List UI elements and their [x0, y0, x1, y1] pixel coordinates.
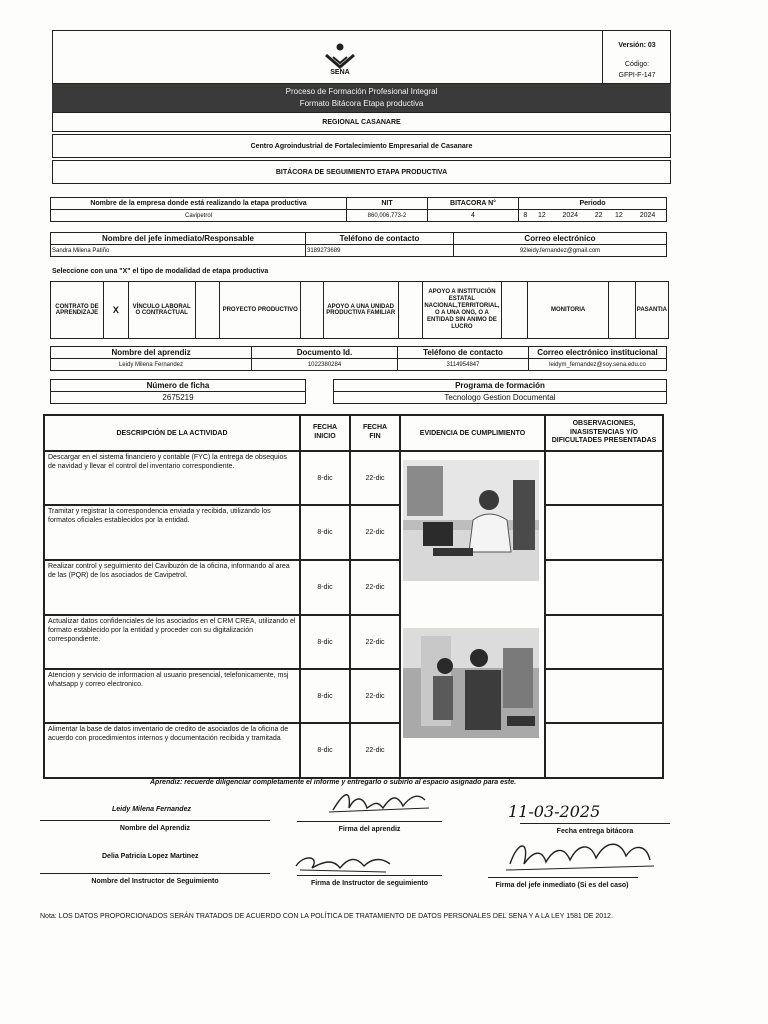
act-h-fin: FECHA FIN	[350, 415, 400, 451]
empresa-h-bitacora: BITACORA N°	[428, 198, 519, 210]
version: Versión: 03	[618, 41, 656, 49]
act-row-4-desc: Actualizar datos confidenciales de los asociados en el CRM CREA, utilizando el formato establecido por la entidad y proceder con su digitalización correspondiente.	[44, 615, 300, 669]
jefe-h-tel: Teléfono de contacto	[306, 233, 454, 245]
aprendiz-h-correo: Correo electrónico institucional	[529, 347, 667, 359]
modalidad-proyecto-mark[interactable]	[301, 282, 324, 339]
act-row-3-fin: 22-dic	[350, 560, 400, 615]
regional: REGIONAL CASANARE	[52, 112, 671, 132]
sena-logo	[315, 37, 365, 81]
periodo-3: 2024	[552, 210, 588, 222]
aprendiz-h-tel: Teléfono de contacto	[398, 347, 529, 359]
obs-row-5	[545, 669, 663, 723]
jefe-nombre: Sandra Milena Patiño	[51, 245, 306, 257]
empresa-h-nit: NIT	[347, 198, 428, 210]
evidence-photo-1	[403, 460, 539, 581]
act-h-evidencia: EVIDENCIA DE CUMPLIMIENTO	[400, 415, 545, 451]
label-instructor: Nombre del Instructor de Seguimiento	[91, 877, 219, 885]
obs-row-3	[545, 560, 663, 615]
empresa-h-periodo: Periodo	[519, 198, 667, 210]
signature-jefe	[500, 834, 660, 882]
modalidad-vinculo-mark[interactable]	[195, 282, 220, 339]
code: GFPI-F-147	[618, 71, 656, 79]
modalidad-unidad: APOYO A UNA UNIDAD PRODUCTIVA FAMILIAR	[323, 282, 398, 339]
modalidad-pasantia: PASANTIA	[635, 282, 668, 339]
ficha-h: Número de ficha	[51, 380, 306, 392]
nota: Nota: LOS DATOS PROPORCIONADOS SERÁN TRATADOS DE ACUERDO CON LA POLÍTICA DE TRATAMIENTO DE DATOS PERSONALES DEL SENA Y A LA LEY 1581 DE 2012.	[40, 913, 613, 920]
jefe-table	[50, 232, 667, 257]
reminder: Aprendiz: recuerde diligenciar completamente el informe y entregarlo o subirlo al espacio asignado para este.	[150, 779, 517, 786]
modalidad-institucion: APOYO A INSTITUCIÓN ESTATAL NACIONAL,TERRITORIAL, O A UNA ONG, O A ENTIDAD SIN ANIMO DE LUCRO	[423, 282, 501, 339]
label-firma-jefe: Firma del jefe inmediato (Si es del caso)	[495, 881, 629, 889]
periodo-2: 12	[532, 210, 552, 222]
act-row-3-desc: Realizar control y seguimiento del Cavibuzón de la oficina, informando al area de las (PQR) de los asociados de Cavipetrol.	[44, 560, 300, 615]
aprendiz-nombre: Leidy Milena Fernandez	[51, 359, 252, 371]
act-row-5-fin: 22-dic	[350, 669, 400, 723]
jefe-h-correo: Correo electrónico	[454, 233, 667, 245]
empresa-nit: 860,006,773-2	[347, 210, 428, 222]
label-firma-instructor: Firma de Instructor de seguimiento	[310, 879, 429, 887]
modalidad-contrato-mark[interactable]: X	[103, 282, 128, 339]
header-box	[52, 30, 671, 84]
actividades-table	[43, 414, 664, 779]
modalidad-monitoria-mark[interactable]	[608, 282, 635, 339]
empresa-nombre: Cavipetrol	[51, 210, 347, 222]
aprendiz-h-nombre: Nombre del aprendiz	[51, 347, 252, 359]
instructor-nombre: Delia Patricia Lopez Martinez	[102, 853, 199, 860]
modalidad-vinculo: VÍNCULO LABORAL O CONTRACTUAL	[128, 282, 195, 339]
signature-aprendiz	[325, 786, 435, 822]
aprendiz-correo: leidym_fernandez@soy.sena.edu.co	[529, 359, 667, 371]
act-row-3-inicio: 8-dic	[300, 560, 350, 615]
act-row-6-fin: 22-dic	[350, 723, 400, 778]
evidence-photo-2	[403, 628, 539, 738]
programa: Tecnologo Gestion Documental	[334, 392, 667, 404]
centro: Centro Agroindustrial de Fortalecimiento Empresarial de Casanare	[52, 134, 671, 158]
empresa-h-nombre: Nombre de la empresa donde está realizando la etapa productiva	[51, 198, 347, 210]
aprendiz-firma-nombre: Leidy Milena Fernandez	[112, 806, 191, 813]
act-h-inicio: FECHA INICIO	[300, 415, 350, 451]
sena-logo-icon	[324, 43, 356, 69]
act-h-obs: OBSERVACIONES, INASISTENCIAS Y/O DIFICULTADES PRESENTADAS	[545, 415, 663, 451]
act-row-1-inicio: 8-dic	[300, 451, 350, 505]
modalidad-label: Seleccione con una "X" el tipo de modalidad de etapa productiva	[52, 268, 269, 275]
act-row-5-desc: Atencion y servicio de informacion al usuario presencial, telefonicamente, msj whatsapp y correo electronico.	[44, 669, 300, 723]
act-row-1-fin: 22-dic	[350, 451, 400, 505]
act-row-4-fin: 22-dic	[350, 615, 400, 669]
act-row-1-desc: Descargar en el sistema financiero y contable (FYC) la entrega de obsequios de navidad y llevar el control del inventario correspondiente.	[44, 451, 300, 505]
ficha-table	[50, 379, 667, 404]
modalidad-proyecto: PROYECTO PRODUCTIVO	[220, 282, 301, 339]
act-row-6-desc: Alimentar la base de datos inventario de credito de asociados de la oficina de acuerdo con procedimientos internos y documentación recibida y tramitada	[44, 723, 300, 778]
act-row-2-inicio: 8-dic	[300, 505, 350, 560]
empresa-table	[50, 197, 667, 222]
act-row-2-fin: 22-dic	[350, 505, 400, 560]
title-bar	[52, 84, 671, 112]
evidencia-cell	[400, 451, 545, 778]
periodo-6: 2024	[629, 210, 666, 222]
bitacora-title: BITÁCORA DE SEGUIMIENTO ETAPA PRODUCTIVA	[52, 160, 671, 184]
jefe-tel: 3189273689	[306, 245, 454, 257]
aprendiz-doc: 1022380284	[252, 359, 398, 371]
obs-row-6	[545, 723, 663, 778]
fecha-entrega: 11-03-2025	[508, 802, 601, 821]
jefe-h-nombre: Nombre del jefe inmediato/Responsable	[51, 233, 306, 245]
code-label: Código:	[624, 60, 650, 68]
empresa-bitacora: 4	[428, 210, 519, 222]
periodo-5: 12	[609, 210, 629, 222]
act-row-5-inicio: 8-dic	[300, 669, 350, 723]
modalidad-unidad-mark[interactable]	[398, 282, 423, 339]
obs-row-2	[545, 505, 663, 560]
periodo-1: 8	[519, 210, 532, 222]
title-line-1: Proceso de Formación Profesional Integral	[285, 87, 438, 96]
modalidad-table	[50, 281, 669, 339]
aprendiz-tel: 3114954847	[398, 359, 529, 371]
act-h-desc: DESCRIPCIÓN DE LA ACTIVIDAD	[44, 415, 300, 451]
modalidad-contrato: CONTRATO DE APRENDIZAJE	[51, 282, 104, 339]
modalidad-monitoria: MONITORIA	[528, 282, 609, 339]
act-row-4-inicio: 8-dic	[300, 615, 350, 669]
title-line-2: Formato Bitácora Etapa productiva	[299, 99, 424, 108]
act-row-2-desc: Tramitar y registrar la correspondencia enviada y recibida, utilizando los formatos oficiales establecidos por la entidad.	[44, 505, 300, 560]
aprendiz-table	[50, 346, 667, 371]
act-row-6-inicio: 8-dic	[300, 723, 350, 778]
obs-row-1	[545, 451, 663, 505]
periodo-4: 22	[588, 210, 608, 222]
programa-h: Programa de formación	[334, 380, 667, 392]
label-nombre-aprendiz: Nombre del Aprendiz	[119, 824, 191, 832]
label-firma-aprendiz: Firma del aprendiz	[338, 825, 401, 833]
logo-text: SENA	[330, 68, 350, 76]
ficha: 2675219	[51, 392, 306, 404]
aprendiz-h-doc: Documento Id.	[252, 347, 398, 359]
label-fecha: Fecha entrega bitácora	[556, 827, 634, 835]
signature-instructor	[290, 846, 400, 878]
modalidad-institucion-mark[interactable]	[501, 282, 528, 339]
obs-row-4	[545, 615, 663, 669]
jefe-correo: 92leidy.fernandez@gmail.com	[454, 245, 667, 257]
